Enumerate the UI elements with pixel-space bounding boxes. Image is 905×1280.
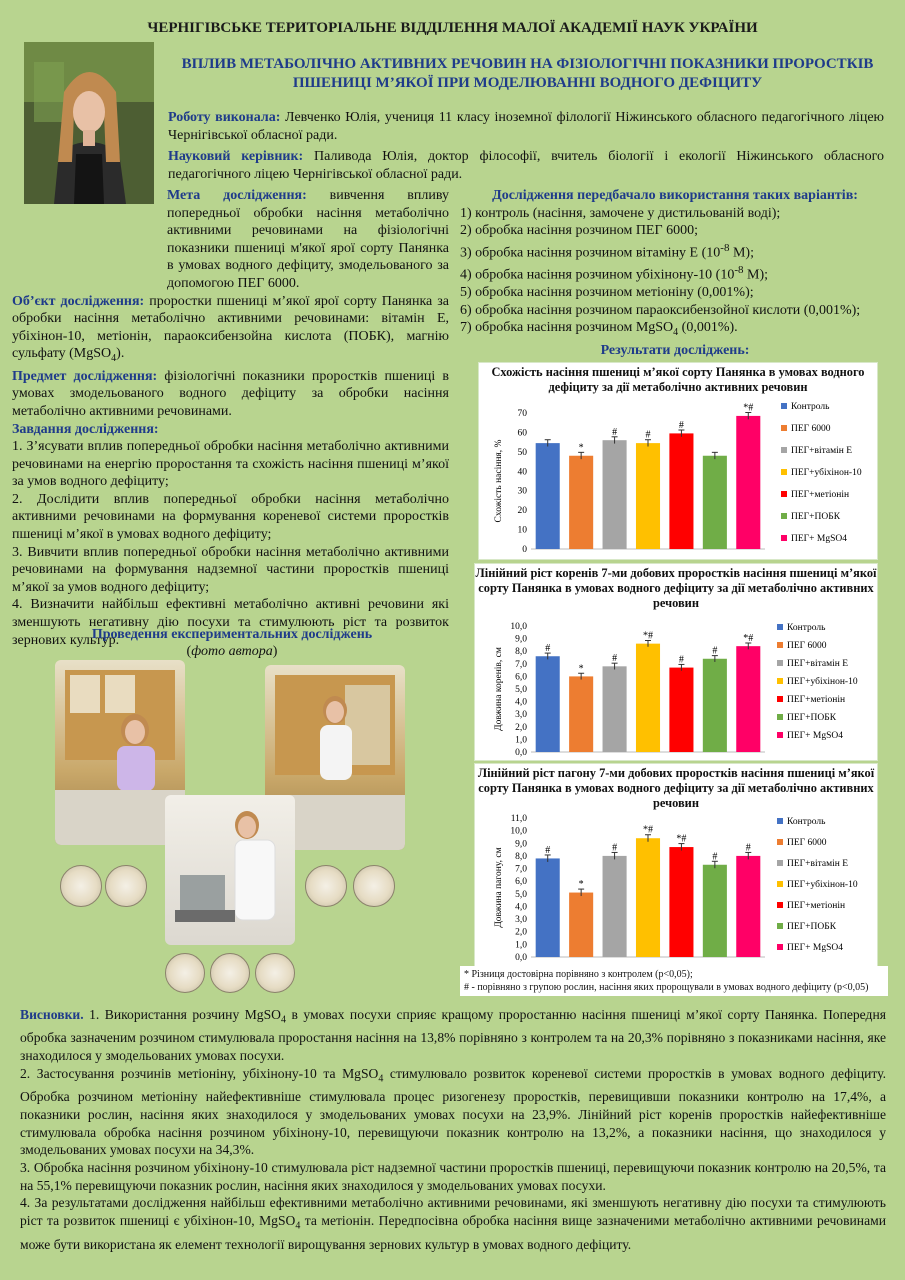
conclusion-sub: 4 [378, 1073, 384, 1085]
legend-label: ПЕГ+вітамін Е [787, 859, 849, 869]
variant-exp: -8 [720, 241, 730, 254]
legend-swatch [781, 425, 787, 431]
y-tick-label: 6,0 [515, 877, 527, 888]
y-tick-label: 11,0 [510, 814, 527, 824]
y-tick-label: 1,0 [515, 940, 527, 951]
legend-label: ПЕГ+убіхінон-10 [787, 677, 858, 687]
task-item: 2. Дослідити вплив попередньої обробки насіння метаболічно активними речовинами на формування кореневої системи проростків пшениці м’якої в умовах водного дефіциту; [12, 491, 449, 543]
variant-unit: М); [743, 267, 769, 283]
root-length-chart [474, 563, 878, 761]
legend-label: ПЕГ 6000 [791, 424, 831, 434]
variants-title: Дослідження передбачало використання таких варіантів: [492, 188, 858, 203]
conclusion-sub: 4 [280, 1014, 286, 1026]
bar [603, 440, 627, 549]
supervisor-label: Науковий керівник: [168, 149, 304, 164]
variant-item [460, 319, 890, 341]
y-tick-label: 20 [517, 506, 527, 517]
y-tick-label: 30 [517, 486, 527, 497]
conclusions [20, 1006, 886, 1253]
y-tick-label: 7,0 [515, 659, 527, 670]
variant-item: 6) обробка насіння розчином параоксибензойної кислоти (0,001%); [460, 302, 861, 318]
y-axis-label: Довжина пагону, см [494, 847, 504, 928]
legend-swatch [781, 513, 787, 519]
bar [636, 443, 660, 549]
bar [603, 666, 627, 752]
significance-mark: # [712, 851, 718, 863]
petri-dish [105, 865, 147, 907]
legend-swatch [777, 732, 783, 738]
experiment-subtitle: фото автора [191, 644, 273, 659]
chart-title: Лінійний ріст пагону 7-ми добових проростків насіння пшениці м’якої сорту Панянка в умовах водного дефіциту за дії метаболічно активних речовин [477, 766, 875, 810]
bar [703, 456, 727, 549]
y-tick-label: 2,0 [515, 722, 527, 733]
significance-mark: *# [743, 402, 754, 414]
bar [569, 676, 593, 752]
significance-mark: # [712, 645, 718, 657]
bar [736, 416, 760, 549]
significance-mark: # [678, 420, 684, 431]
conclusion-2 [20, 1065, 886, 1159]
subject-section [12, 368, 449, 421]
author-text: Левченко Юлія, учениця 11 класу іноземної філології Ніжинського обласного педагогічного ліцею Чернігівської обласної ради. [168, 110, 885, 143]
y-tick-label: 10 [517, 525, 527, 536]
y-axis-label: Схожість насіння, % [494, 439, 504, 523]
object-section [12, 293, 449, 368]
y-tick-label: 10,0 [510, 622, 527, 632]
legend-swatch [777, 678, 783, 684]
significance-mark: # [645, 429, 651, 441]
author-photo [24, 42, 154, 204]
significance-notes [460, 966, 888, 996]
petri-dish [255, 953, 295, 993]
legend-label: ПЕГ+метіонін [791, 490, 850, 500]
variant-text: 7) обробка насіння розчином MgSO [460, 320, 674, 336]
left-column [12, 187, 449, 649]
author-label: Роботу виконала: [168, 110, 281, 125]
chart-title: Лінійний ріст коренів 7-ми добових проростків насіння пшениці м’якої сорту Панянка в умовах водного дефіциту за дії метаболічно активних речовин [475, 566, 877, 610]
object-text: проростки пшениці м’якої ярої сорту Панянка за обробки насіння метаболічно активними речовинами: вітамін Е, убіхінон-10, метіонін, параоксибензойна кислота (ПОБК), магнію сульфату (MgSO [12, 293, 450, 362]
y-tick-label: 3,0 [515, 710, 527, 721]
conclusion-text: 4. За результатами дослідження найбільш ефективними метаболічно активними речовинами, які зменшують негативну дію посухи та стимулюють ріст та розвиток пшениці є убіхінон-10, MgSO [20, 1195, 886, 1229]
conclusion-sub: 4 [295, 1220, 301, 1232]
shoot-length-chart [474, 763, 878, 968]
legend-label: ПЕГ+убіхінон-10 [787, 880, 858, 890]
conclusion-4 [20, 1194, 886, 1253]
legend-swatch [781, 447, 787, 453]
bar [736, 646, 760, 752]
legend-swatch [777, 839, 783, 845]
variant-text: 4) обробка насіння розчином убіхінону-10 (10 [460, 267, 735, 283]
significance-mark: * [578, 879, 584, 891]
y-tick-label: 6,0 [515, 672, 527, 683]
y-tick-label: 9,0 [515, 634, 527, 645]
conclusion-text: та метіонін. Передпосівна обробка насіння вище зазначеними метаболічно активними речовинами може бути використана як елемент технології вирощування зернових культур в умовах водного дефіциту. [20, 1213, 886, 1252]
y-tick-label: 0,0 [515, 748, 527, 758]
y-tick-label: 2,0 [515, 927, 527, 938]
legend-swatch [777, 860, 783, 866]
y-tick-label: 5,0 [515, 889, 527, 900]
legend-label: ПЕГ+ MgSO4 [791, 534, 847, 544]
shoot-length-chart-plot [475, 764, 877, 967]
variant-tail: (0,001%). [678, 320, 738, 336]
supervisor-text: Паливода Юлія, доктор філософії, вчитель біології і екології Ніжинського обласного педагогічного ліцею Чернігівської обласної ради. [168, 149, 885, 182]
legend-label: ПЕГ+ПОБК [787, 713, 837, 723]
legend-swatch [777, 944, 783, 950]
legend-swatch [781, 491, 787, 497]
y-tick-label: 8,0 [515, 647, 527, 658]
conclusion-text: 2. Застосування розчинів метіоніну, убіхінону-10 та MgSO [20, 1065, 379, 1081]
bar [536, 443, 560, 549]
petri-dish [60, 865, 102, 907]
experiment-photo-collage [55, 660, 405, 995]
germination-chart-plot [479, 363, 877, 559]
significance-mark: *# [643, 630, 653, 642]
right-column [460, 187, 890, 359]
germination-chart [478, 362, 878, 560]
supervisor-line [168, 148, 884, 184]
y-tick-label: 8,0 [515, 851, 527, 862]
results-title: Результати досліджень: [600, 342, 750, 358]
legend-label: ПЕГ+метіонін [787, 901, 846, 911]
variant-item: 2) обробка насіння розчином ПЕГ 6000; [460, 223, 698, 239]
significance-mark: *# [676, 833, 687, 845]
experiment-title: Проведення експериментальних досліджень [91, 627, 373, 642]
bar [569, 893, 593, 957]
authors-block [168, 109, 884, 184]
task-item: 1. З’ясувати вплив попередньої обробки насіння метаболічно активними речовинами на енергію проростання та схожість насіння пшениці м’якої за умов водного дефіциту; [12, 439, 449, 490]
y-tick-label: 60 [517, 428, 527, 439]
significance-mark: # [745, 842, 751, 854]
bar [636, 644, 660, 752]
y-axis-label: Довжина коренів, см [494, 647, 504, 731]
y-tick-label: 4,0 [515, 902, 527, 913]
legend-swatch [777, 642, 783, 648]
conclusion-text: 1. Використання розчину MgSO [89, 1007, 281, 1022]
subject-text: фізіологічні показники проростків пшениці в умовах змодельованого водного дефіциту за обробки насіння метаболічно активними речовинами. [12, 368, 450, 419]
variant-item [460, 262, 890, 284]
tasks-label: Завдання дослідження: [12, 421, 159, 437]
bar [736, 856, 760, 957]
variant-unit: М); [729, 245, 754, 261]
y-tick-label: 10,0 [510, 826, 527, 837]
task-item: 4. Визначити найбільш ефективні метаболічно активні речовини які зменшують негативну дію посухи та стимулюють ріст та розвиток зернових культур. [12, 597, 449, 648]
conclusions-label: Висновки. [20, 1007, 84, 1022]
legend-swatch [781, 535, 787, 541]
significance-mark: *# [643, 824, 653, 836]
legend-swatch [781, 403, 787, 409]
poster-title: ВПЛИВ МЕТАБОЛІЧНО АКТИВНИХ РЕЧОВИН НА ФІЗІОЛОГІЧНІ ПОКАЗНИКИ ПРОРОСТКІВ ПШЕНИЦІ М’ЯКОЇ ПРИ МОДЕЛЮВАННІ ВОДНОГО ДЕФІЦИТУ [181, 56, 874, 91]
legend-label: ПЕГ+вітамін Е [791, 446, 853, 456]
note-item: # - порівняно з групою рослин, насіння яких пророщували в умовах водного дефіциту (р<0,05) [464, 982, 869, 993]
note-item: * Різниця достовірна порівняно з контролем (р<0,05); [464, 969, 693, 980]
institution-header: ЧЕРНІГІВСЬКЕ ТЕРИТОРІАЛЬНЕ ВІДДІЛЕННЯ МАЛОЇ АКАДЕМІЇ НАУК УКРАЇНИ [147, 20, 758, 36]
variant-sub: 4 [673, 327, 679, 339]
tasks-section [12, 421, 449, 650]
legend-swatch [777, 923, 783, 929]
bar [536, 656, 560, 752]
legend-label: ПЕГ+убіхінон-10 [791, 468, 862, 478]
y-tick-label: 7,0 [515, 864, 527, 875]
legend-swatch [777, 881, 783, 887]
bar [703, 865, 727, 957]
petri-dish [210, 953, 250, 993]
variant-text: 3) обробка насіння розчином вітаміну Е (10 [460, 245, 721, 261]
significance-mark: # [612, 653, 618, 665]
variant-item: 1) контроль (насіння, замочене у дистильованій воді); [460, 205, 781, 221]
goal-section [12, 187, 449, 293]
y-tick-label: 3,0 [515, 915, 527, 926]
y-tick-label: 0 [522, 545, 527, 555]
y-tick-label: 5,0 [515, 685, 527, 695]
bar [669, 433, 693, 549]
petri-dish [305, 865, 347, 907]
significance-mark: *# [743, 633, 754, 645]
legend-swatch [777, 714, 783, 720]
legend-swatch [777, 696, 783, 702]
legend-swatch [777, 902, 783, 908]
legend-label: Контроль [787, 817, 826, 827]
petri-dish [353, 865, 395, 907]
y-tick-label: 4,0 [515, 697, 527, 708]
subject-label: Предмет дослідження: [12, 368, 158, 384]
conclusion-3: 3. Обробка насіння розчином убіхінону-10 стимулювала ріст надземної частини проростків пшениці, перевищуючи показник контролю на 20,5%, та на 55,1% перевищуючи показник рослин, насіння яких знаходилося у змодельованих умовах посухи. [20, 1160, 886, 1193]
legend-swatch [781, 469, 787, 475]
bar [669, 668, 693, 752]
significance-mark: # [612, 842, 618, 854]
variant-exp: -8 [734, 264, 744, 277]
legend-label: ПЕГ 6000 [787, 838, 827, 848]
object-tail: ). [116, 346, 125, 362]
significance-mark: * [578, 663, 584, 675]
conclusion-text: стимулювало розвиток кореневої системи проростків в умовах водного дефіциту. Обробка розчином метіоніну найефективніше стимулювала процес ризогенезу проростків, перевищивши показники контролю на 17,4%, а показники рослин, насіння яких знаходилося у змодельованих умовах посухи на 23,9%. Лінійний ріст коренів проростків найефективніше стимулювала обробка насіння розчином убіхінону-10, перевищуючи показник контролю на 13,2%, а показники насіння, що знаходилося у змодельованих умовах посухи на 34,3%. [20, 1065, 886, 1158]
lab-photo-3 [165, 795, 295, 945]
legend-label: Контроль [791, 402, 830, 412]
experiment-heading: Проведення експериментальних досліджень (фото автора) [91, 627, 373, 659]
y-tick-label: 70 [517, 409, 527, 419]
bar [603, 856, 627, 957]
variant-item [460, 240, 890, 262]
legend-swatch [777, 818, 783, 824]
conclusion-text: в умовах посухи сприяє кращому проростанню насіння пшениці м’якої сорту Панянка. Попередня обробка зазначеним розчином стимулювала проростання насіння на 13,8% порівняно з контролем та на 20,3% порівняно з показниками насіння, яке знаходилося у змодельованих умовах посухи. [20, 1007, 886, 1064]
y-tick-label: 0,0 [515, 953, 527, 963]
legend-label: ПЕГ+вітамін Е [787, 659, 849, 669]
bar [536, 858, 560, 957]
legend-label: ПЕГ+метіонін [787, 695, 846, 705]
goal-label: Мета дослідження: [167, 188, 307, 203]
y-tick-label: 9,0 [515, 839, 527, 850]
bar [669, 847, 693, 957]
legend-label: ПЕГ+ MgSO4 [787, 731, 843, 741]
legend-label: ПЕГ+ MgSO4 [787, 943, 843, 953]
significance-mark: # [612, 426, 618, 438]
y-tick-label: 40 [517, 467, 527, 478]
legend-label: ПЕГ+ПОБК [787, 922, 837, 932]
significance-mark: # [545, 844, 551, 856]
object-label: Об’єкт дослідження: [12, 293, 145, 309]
legend-label: ПЕГ 6000 [787, 641, 827, 651]
bar [569, 456, 593, 549]
significance-mark: * [578, 442, 584, 454]
bar [703, 659, 727, 752]
variant-item: 5) обробка насіння розчином метіоніну (0,001%); [460, 285, 754, 301]
author-line [168, 109, 884, 145]
y-tick-label: 50 [517, 447, 527, 458]
y-tick-label: 1,0 [515, 735, 527, 746]
significance-mark: # [678, 654, 684, 666]
object-sub: 4 [111, 353, 117, 365]
legend-label: Контроль [787, 623, 826, 633]
chart-title: Схожість насіння пшениці м’якої сорту Панянка в умовах водного дефіциту за дії метаболічно активних речовин [491, 365, 865, 394]
root-length-chart-plot [475, 564, 877, 760]
goal-text: вивчення впливу попередньої обробки насіння метаболічно активними речовинами на фізіологічні показники пшениці м'якої ярої сорту Панянка в умовах водного дефіциту, змодельованого за допомогою ПЕГ 6000. [167, 188, 449, 291]
conclusion-1 [20, 1006, 886, 1065]
significance-mark: # [545, 643, 551, 655]
legend-swatch [777, 660, 783, 666]
petri-dish [165, 953, 205, 993]
legend-label: ПЕГ+ПОБК [791, 512, 841, 522]
legend-swatch [777, 624, 783, 630]
task-item: 3. Вивчити вплив попередньої обробки насіння метаболічно активними речовинами на формування надземної частини проростків пшениці м’якої за умов водного дефіциту; [12, 544, 449, 595]
bar [636, 838, 660, 957]
